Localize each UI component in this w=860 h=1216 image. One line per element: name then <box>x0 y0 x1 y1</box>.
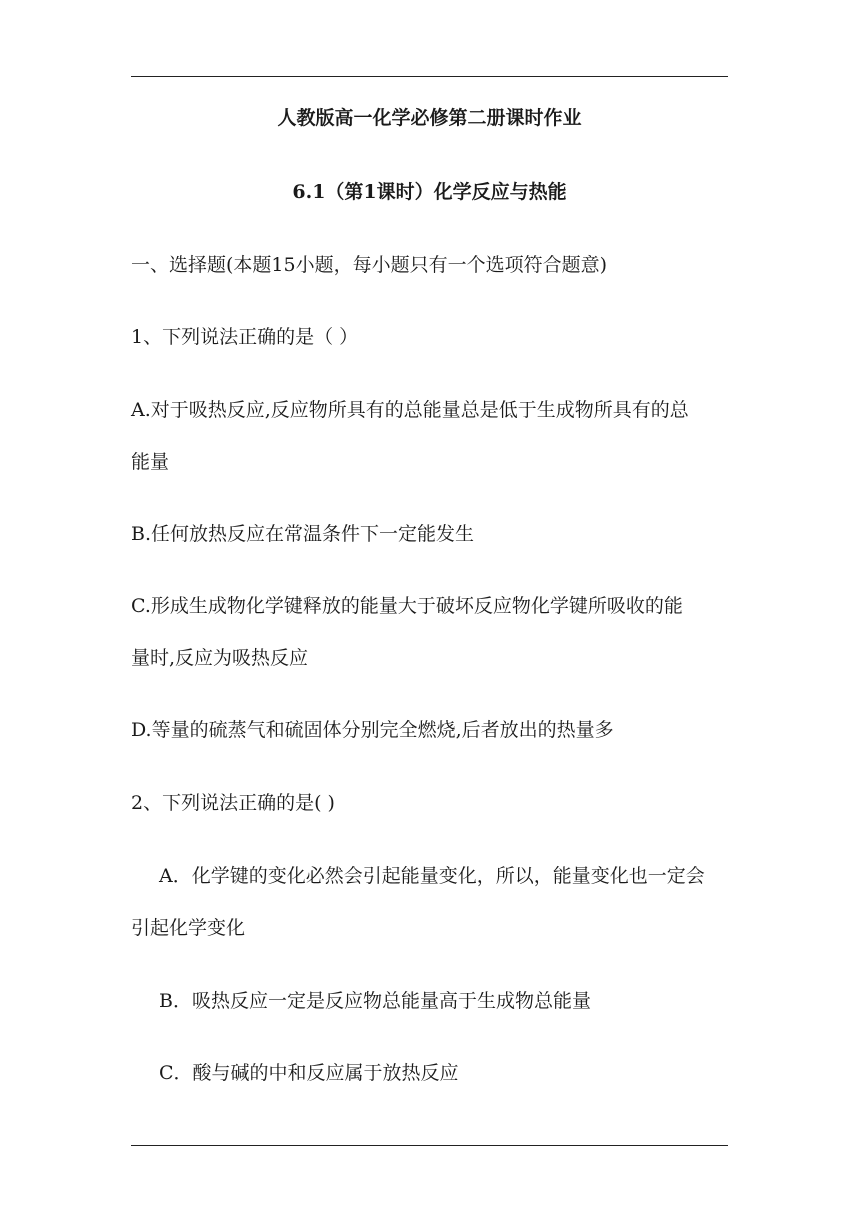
question-stem: 2、下列说法正确的是( ) <box>131 792 335 814</box>
document-title: 人教版高一化学必修第二册课时作业 <box>277 107 582 129</box>
option-text-line: 量时,反应为吸热反应 <box>131 647 309 669</box>
option-text-line: 引起化学变化 <box>131 917 246 939</box>
top-rule <box>131 76 728 77</box>
option-text-line: B.任何放热反应在常温条件下一定能发生 <box>131 523 475 545</box>
option-text-line: A.对于吸热反应,反应物所具有的总能量总是低于生成物所具有的总 <box>131 399 689 421</box>
option-text-line: C.形成生成物化学键释放的能量大于破坏反应物化学键所吸收的能 <box>131 595 683 617</box>
option-text-line: A．化学键的变化必然会引起能量变化，所以，能量变化也一定会 <box>159 865 705 887</box>
lesson-subtitle: 6.1（第1课时）化学反应与热能 <box>292 181 567 203</box>
option-text-line: B．吸热反应一定是反应物总能量高于生成物总能量 <box>159 990 591 1012</box>
option-text-line: D.等量的硫蒸气和硫固体分别完全燃烧,后者放出的热量多 <box>131 719 614 741</box>
option-text-line: C．酸与碱的中和反应属于放热反应 <box>159 1062 459 1084</box>
bottom-rule <box>131 1145 728 1146</box>
section-heading: 一、选择题(本题15小题，每小题只有一个选项符合题意) <box>131 254 608 276</box>
question-stem: 1、下列说法正确的是（ ） <box>131 326 359 348</box>
option-text-line: 能量 <box>131 451 170 473</box>
